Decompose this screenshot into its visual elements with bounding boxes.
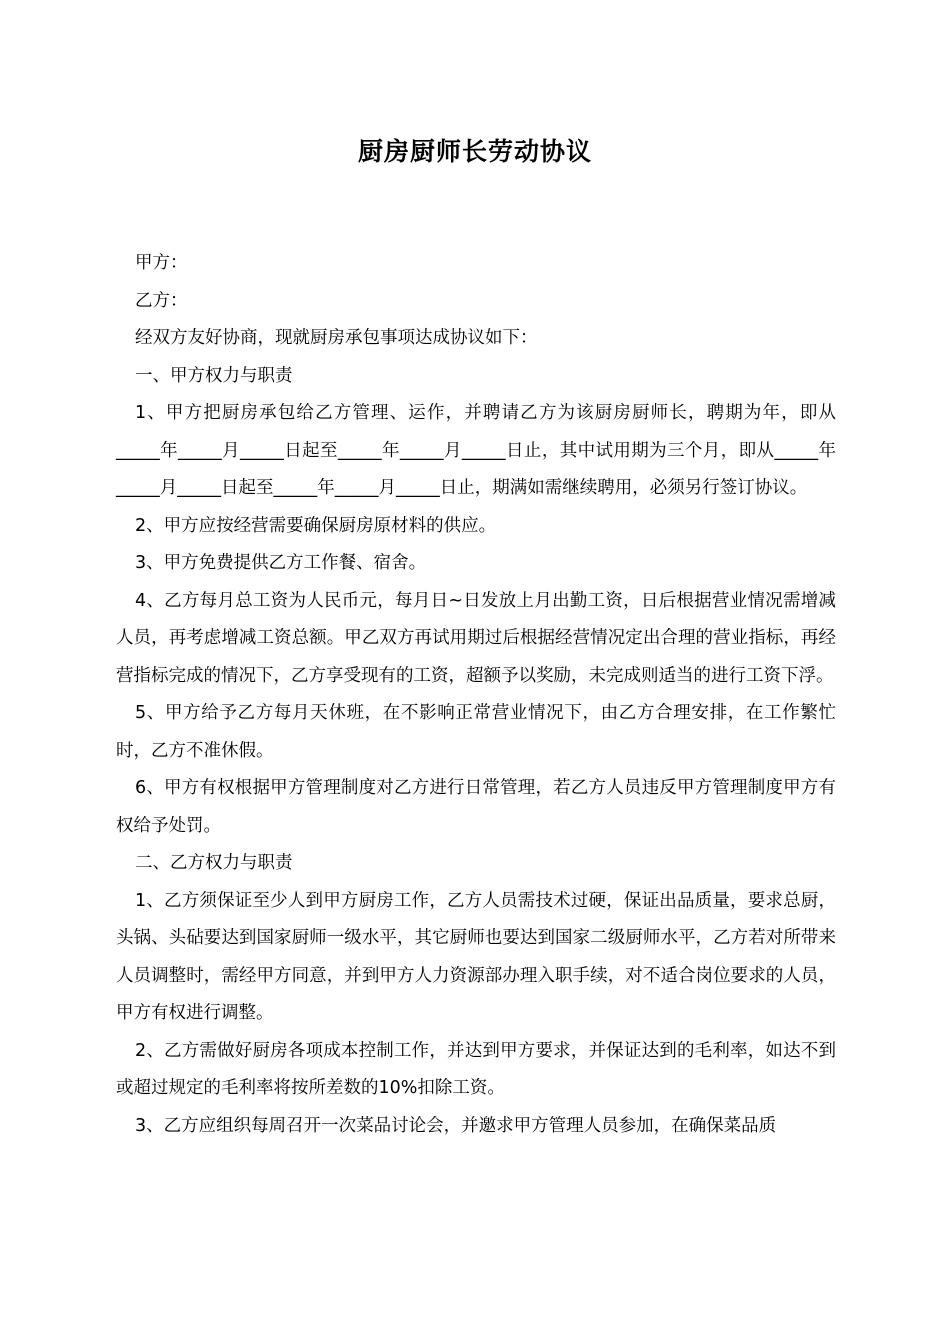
clause-a-6: 6、甲方有权根据甲方管理制度对乙方进行日常管理，若乙方人员违反甲方管理制度甲方有权给予处罚。 (116, 778, 836, 836)
clause-a-4: 4、乙方每月总工资为人民币元，每月日~日发放上月出勤工资，日后根据营业情况需增减人员，再考虑增减工资总额。甲乙双方再试用期过后根据经营情况定出合理的营业指标，再经营指标完成的情况下，乙方享受现有的工资，超额予以奖励，未完成则适当的进行工资下浮。 (116, 590, 836, 686)
clause-b-2: 2、乙方需做好厨房各项成本控制工作，并达到甲方要求，并保证达到的毛利率，如达不到或超过规定的毛利率将按所差数的10%扣除工资。 (116, 1040, 836, 1098)
section-heading-party-b: 二、乙方权力与职责 (135, 853, 293, 873)
document-body (116, 245, 836, 1145)
party-a-line: 甲方： (135, 253, 188, 273)
clause-a-2: 2、甲方应按经营需要确保厨房原材料的供应。 (135, 515, 497, 536)
section-heading-party-a: 一、甲方权力与职责 (135, 365, 293, 386)
intro-paragraph: 经双方友好协商，现就厨房承包事项达成协议如下： (135, 328, 538, 348)
clause-a-3: 3、甲方免费提供乙方工作餐、宿舍。 (135, 553, 427, 573)
clause-b-3: 3、乙方应组织每周召开一次菜品讨论会，并邀求甲方管理人员参加，在确保菜品质 (135, 1115, 777, 1136)
clause-a-5: 5、甲方给予乙方每月天休班，在不影响正常营业情况下，由乙方合理安排，在工作繁忙时，乙方不准休假。 (116, 703, 836, 761)
clause-a-1: 1、甲方把厨房承包给乙方管理、运作，并聘请乙方为该厨房厨师长，聘期为年，即从_____年_____月_____日起至_____年_____月_____日止，其中试用期为三个月，即从_____年_____月_____日起至_____年_____月_____日止，期满如需继续聘用，必须另行签订协议。 (116, 403, 836, 498)
clause-b-1: 1、乙方须保证至少人到甲方厨房工作，乙方人员需技术过硬，保证出品质量，要求总厨，头锅、头砧要达到国家厨师一级水平，其它厨师也要达到国家二级厨师水平，乙方若对所带来人员调整时，需经甲方同意，并到甲方人力资源部办理入职手续，对不适合岗位要求的人员，甲方有权进行调整。 (116, 890, 836, 1023)
document-title: 厨房厨师长劳动协议 (357, 137, 592, 166)
party-b-line: 乙方： (135, 290, 188, 311)
